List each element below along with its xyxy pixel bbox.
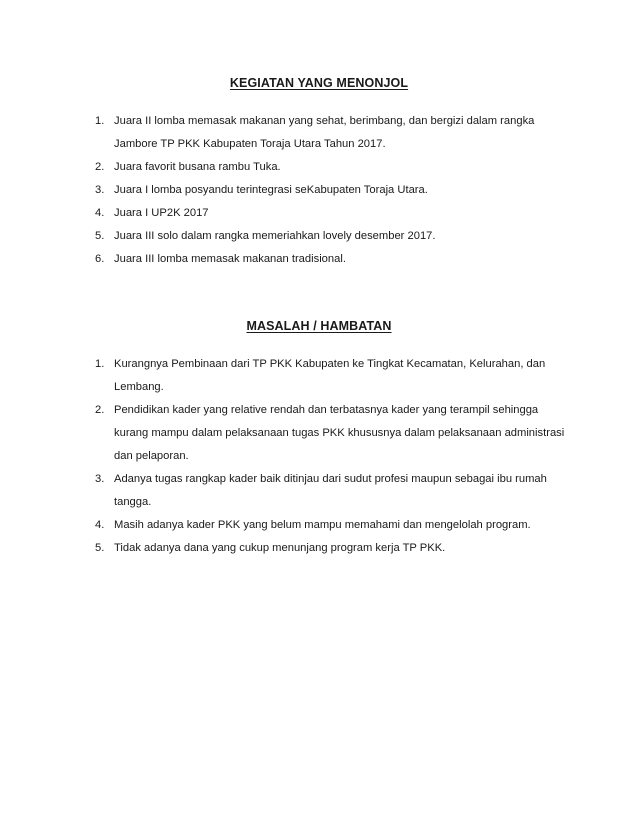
item-number: 4.	[95, 519, 105, 531]
list-item	[95, 353, 565, 399]
item-text: Juara III lomba memasak makanan tradisional.	[114, 253, 346, 265]
item-number: 6.	[95, 253, 105, 265]
item-text: Juara I lomba posyandu terintegrasi seKabupaten Toraja Utara.	[114, 184, 428, 196]
item-text: Juara favorit busana rambu Tuka.	[114, 161, 281, 173]
item-number: 5.	[95, 542, 105, 554]
section-title-masalah: MASALAH / HAMBATAN	[246, 319, 392, 333]
list-item	[95, 248, 565, 271]
item-text: Juara III solo dalam rangka memeriahkan lovely desember 2017.	[114, 230, 436, 242]
item-text: Tidak adanya dana yang cukup menunjang program kerja TP PKK.	[114, 542, 446, 554]
list-item	[95, 225, 565, 248]
item-text: Masih adanya kader PKK yang belum mampu memahami dan mengelolah program.	[114, 519, 531, 531]
list-item	[95, 468, 565, 514]
list-item	[95, 514, 565, 537]
list-item	[95, 110, 565, 156]
item-number: 2.	[95, 404, 105, 416]
item-text: Adanya tugas rangkap kader baik ditinjau dari sudut profesi maupun sebagai ibu rumah tangga.	[114, 473, 547, 508]
list-item	[95, 179, 565, 202]
item-number: 1.	[95, 115, 105, 127]
list-item	[95, 156, 565, 179]
section-title-kegiatan: KEGIATAN YANG MENONJOL	[229, 76, 409, 90]
list-item	[95, 537, 565, 560]
item-number: 3.	[95, 184, 105, 196]
item-text: Kurangnya Pembinaan dari TP PKK Kabupaten ke Tingkat Kecamatan, Kelurahan, dan Lembang.	[114, 358, 546, 393]
item-text: Juara II lomba memasak makanan yang sehat, berimbang, dan bergizi dalam rangka Jambore TP PKK Kabupaten Toraja Utara Tahun 2017.	[114, 115, 535, 150]
item-text: Juara I UP2K 2017	[114, 207, 209, 219]
item-number: 1.	[95, 358, 105, 370]
list-masalah	[95, 353, 565, 560]
list-item	[95, 399, 565, 468]
item-number: 3.	[95, 473, 105, 485]
item-number: 4.	[95, 207, 105, 219]
item-text: Pendidikan kader yang relative rendah dan terbatasnya kader yang terampil sehingga kurang mampu dalam pelaksanaan tugas PKK khususnya dalam pelaksanaan administrasi dan pelaporan.	[114, 404, 565, 462]
item-number: 5.	[95, 230, 105, 242]
list-item	[95, 202, 565, 225]
list-kegiatan	[95, 110, 565, 271]
item-number: 2.	[95, 161, 105, 173]
